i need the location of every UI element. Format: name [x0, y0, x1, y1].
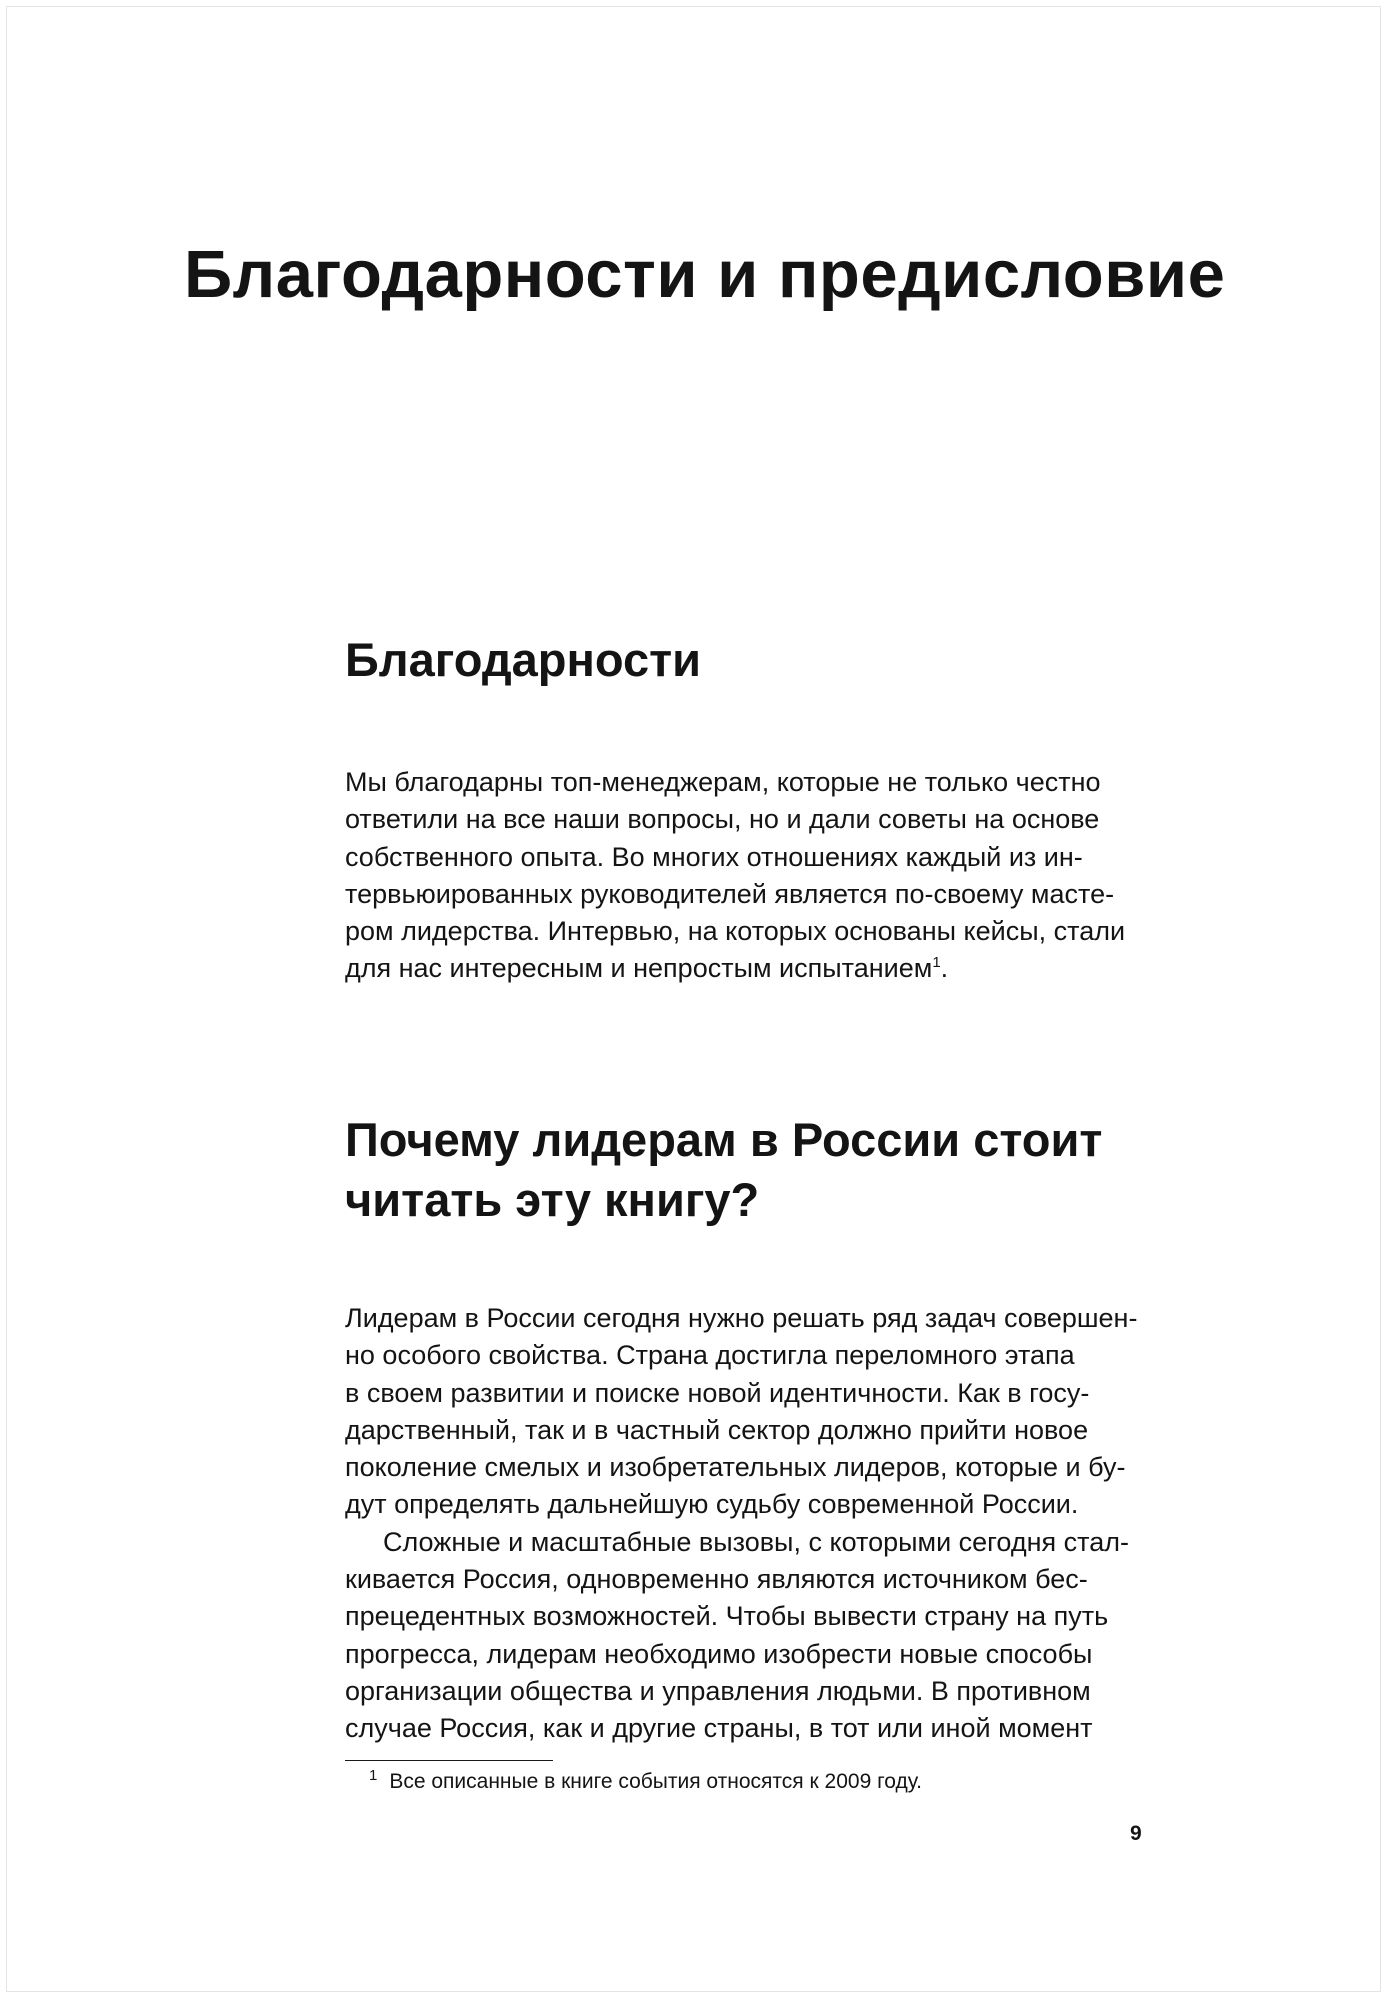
- footnote: [369, 1768, 922, 1796]
- text-line: но особого свойства. Страна достигла переломного этапа: [345, 1340, 1075, 1371]
- why-read-paragraphs: [345, 1300, 1145, 1748]
- footnote-divider: [345, 1760, 553, 1761]
- acknowledgments-heading: Благодарности: [345, 633, 702, 686]
- text-line: в своем развитии и поиске новой идентичности. Как в госу-: [345, 1377, 1090, 1408]
- why-read-heading: [345, 1110, 1145, 1230]
- text-line: Лидерам в России сегодня нужно решать ряд задач совершен-: [345, 1303, 1138, 1333]
- text-line: прецедентных возможностей. Чтобы вывести страну на путь: [345, 1601, 1109, 1632]
- text-line: случае Россия, как и другие страны, в тот или иной момент: [345, 1713, 1093, 1744]
- acknowledgments-paragraph: [345, 764, 1145, 988]
- footnote-text: Все описанные в книге события относятся к 2009 году.: [389, 1770, 922, 1793]
- last-line-text: для нас интересным и непростым испытанием: [345, 953, 933, 984]
- text-line: ответили на все наши вопросы, но и дали советы на основе: [345, 804, 1100, 835]
- acknowledgments-section: [345, 630, 1145, 988]
- text-line: прогресса, лидерам необходимо изобрести новые способы: [345, 1638, 1093, 1669]
- text-line: Мы благодарны топ-менеджерам, которые не только честно: [345, 767, 1101, 797]
- text-line: собственного опыта. Во многих отношениях каждый из ин-: [345, 841, 1083, 872]
- text-line: тервьюированных руководителей является по-своему масте-: [345, 878, 1115, 909]
- text-line: поколение смелых и изобретательных лидеров, которые и бу-: [345, 1452, 1126, 1483]
- page-number: 9: [1130, 1822, 1142, 1845]
- last-line-end: .: [940, 953, 949, 984]
- text-line: [345, 950, 1145, 987]
- text-line: организации общества и управления людьми. В противном: [345, 1675, 1091, 1706]
- text-line: дут определять дальнейшую судьбу современной России.: [345, 1489, 1079, 1520]
- chapter-title: Благодарности и предисловие: [184, 237, 1226, 312]
- why-read-section: [345, 1110, 1145, 1748]
- heading-line: Почему лидерам в России стоит: [345, 1113, 1103, 1166]
- heading-line: читать эту книгу?: [345, 1173, 760, 1226]
- footnote-reference[interactable]: 1: [932, 954, 941, 972]
- footnote-number: 1: [369, 1767, 378, 1784]
- text-line: дарственный, так и в частный сектор должно прийти новое: [345, 1414, 1089, 1445]
- text-line: Сложные и масштабные вызовы, с которыми сегодня стал-: [383, 1526, 1129, 1557]
- text-line: кивается Россия, одновременно являются источником бес-: [345, 1564, 1088, 1595]
- text-line: ром лидерства. Интервью, на которых основаны кейсы, стали: [345, 916, 1126, 947]
